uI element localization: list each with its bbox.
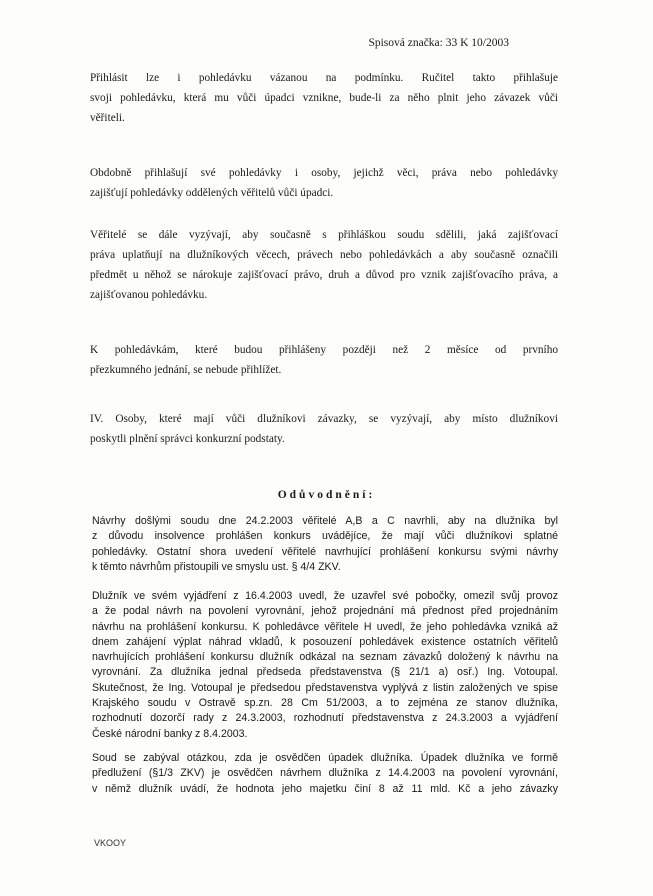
text-line: Návrhy došlými soudu dne 24.2.2003 věřitelé A,B a C navrhli, aby na dlužníka byl (92, 515, 558, 527)
text-line: Obdobně přihlašují své pohledávky i osoby, jejichž věci, práva nebo pohledávky (90, 167, 558, 179)
text-line: a že podal návrh na povolení vyrovnání, jehož projednání má přednost před projednáním (92, 605, 558, 618)
text-line: předlužení (§1/3 ZKV) je osvědčen návrhem dlužníka z 14.4.2003 na povolení vyrovnání, (92, 767, 558, 780)
text-line: z důvodu insolvence prohlášen konkurs uvádějíce, že mají vůči dlužníkovi splatné (92, 530, 558, 543)
text-line: pohledávky. Ostatní shora uvedení věřitelé navrhující prohlášení konkursu svými návrhy (92, 545, 558, 558)
text-line: poskytli plnění správci konkurzní podstaty. (90, 433, 285, 445)
footer-code: VKOOY (94, 838, 127, 848)
text-line: k těmto návrhům přistoupili ve smyslu ust. § 4/4 ZKV. (92, 560, 341, 573)
file-reference: Spisová značka: 33 K 10/2003 (368, 37, 509, 49)
text-line: Přihlásit lze i pohledávku vázanou na podmínku. Ručitel takto přihlašuje (90, 72, 558, 84)
text-line: předmět u něhož se nárokuje zajišťovací právo, druh a důvod pro vznik zajišťovacího práva, a (90, 269, 558, 281)
paragraph-debtors (90, 409, 558, 449)
paragraph-security-rights (90, 225, 558, 305)
paragraph-secured-persons (90, 163, 558, 203)
text-line: Krajského soudu v Ostravě sp.zn. 28 Cm 51/2003, a to zejména ze stanov dlužníka, (92, 697, 558, 710)
text-line: Věřitelé se dále vyzývají, aby současně s přihláškou soudu sdělili, jaká zajišťovací (90, 229, 558, 241)
text-line: návrhu na prohlášení konkursu. K pohledávce věřitele H uvedl, že jeho pohledávka vzniká až (92, 620, 558, 633)
paragraph-late-claims (90, 340, 558, 380)
text-line: České národní banky z 8.4.2003. (92, 727, 248, 740)
section-heading-reasoning: Odůvodnění: (277, 489, 376, 501)
text-line: věřiteli. (90, 112, 125, 124)
text-line: IV. Osoby, které mají vůči dlužníkovi závazky, se vyzývají, aby místo dlužníkovi (90, 413, 558, 425)
text-line: práva uplatňují na dlužníkových věcech, právech nebo pohledávkách a aby současně označili (90, 249, 558, 261)
paragraph-conditional-claims (90, 68, 558, 128)
text-line: Skutečnost, že Ing. Votoupal je předsedou představenstva vyplývá z listin založených ve spise (92, 681, 558, 694)
text-line: Dlužník ve svém vyjádření z 16.4.2003 uvedl, že uzavřel své pobočky, omezil svůj provoz (92, 590, 558, 602)
text-line: dnem zahájení výplat náhrad vkladů, k posouzení pohledávek existence ostatních věřitelů (92, 635, 558, 648)
text-line: K pohledávkám, které budou přihlášeny později než 2 měsíce od prvního (90, 344, 558, 356)
text-line: rozhodnutí dozorčí rady z 24.3.2003, rozhodnutí představenstva z 24.3.2003 a vyjádření (92, 712, 558, 725)
text-line: navrhujících prohlášení konkursu dlužník odkázal na seznam závazků doložený k návrhu na (92, 651, 558, 664)
text-line: vyrovnání. Za dlužníka jednal předseda představenstva (§ 21/1 a) osř.) Ing. Votoupal. (92, 666, 558, 679)
text-line: v němž dlužník uvádí, že hodnota jeho majetku činí 8 až 11 mld. Kč a jeho závazky (92, 782, 558, 795)
text-line: zajišťují pohledávky oddělených věřitelů vůči úpadci. (90, 187, 334, 199)
text-line: zajišťovanou pohledávku. (90, 289, 208, 301)
reasoning-paragraph-petitions (92, 514, 558, 575)
reasoning-paragraph-insolvency (92, 751, 558, 797)
text-line: svoji pohledávku, která mu vůči úpadci vznikne, bude-li za něho plnit jeho závazek vůči (90, 92, 558, 104)
text-line: přezkumného jednání, se nebude přihlížet. (90, 364, 282, 376)
reasoning-paragraph-debtor-statement (92, 589, 558, 742)
text-line: Soud se zabýval otázkou, zda je osvědčen úpadek dlužníka. Úpadek dlužníka ve formě (92, 752, 558, 764)
